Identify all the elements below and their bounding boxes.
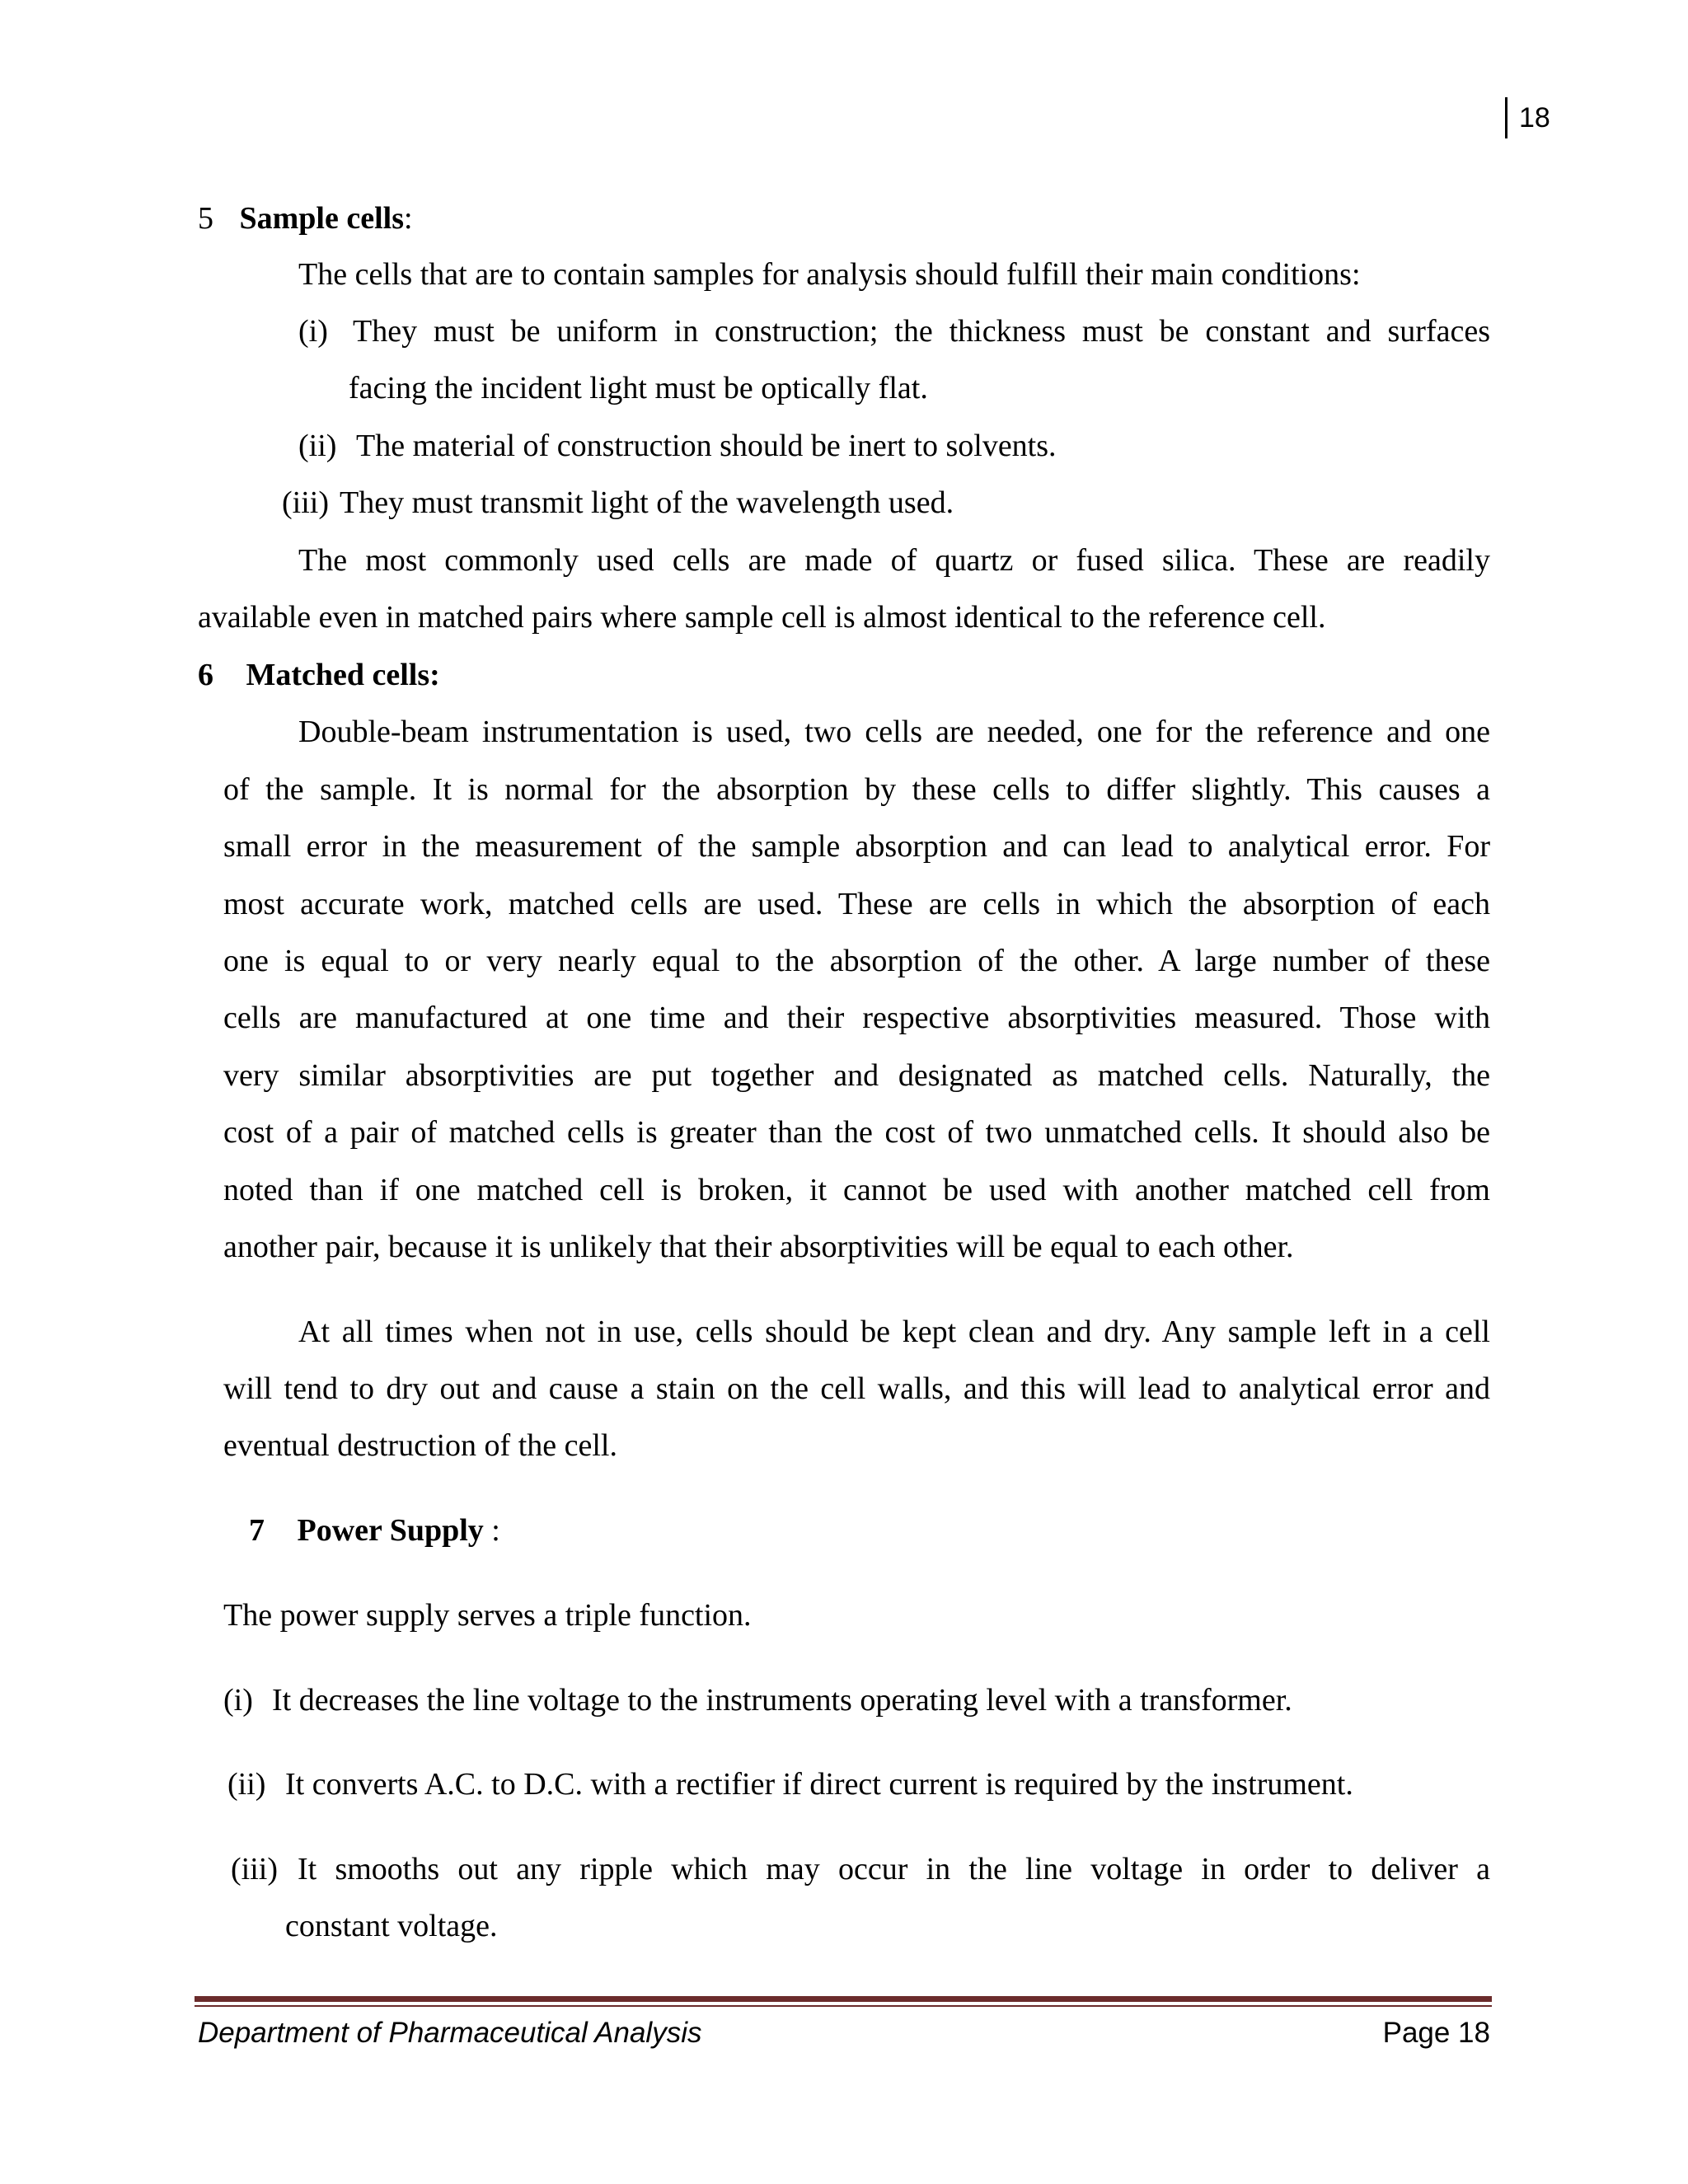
paragraph-line: available even in matched pairs where sample cell is almost identical to the reference cell. xyxy=(198,600,1326,635)
list-marker: (iii) xyxy=(282,485,329,520)
list-item-text: It converts A.C. to D.C. with a rectifier if direct current is required by the instrument. xyxy=(285,1767,1353,1802)
section-title-suffix: : xyxy=(483,1513,500,1548)
paragraph-line: The power supply serves a triple function. xyxy=(223,1598,752,1633)
footer-department: Department of Pharmaceutical Analysis xyxy=(198,2017,702,2049)
paragraph-line: very similar absorptivities are put together and designated as matched cells. Naturally, the xyxy=(223,1058,1490,1093)
section-5-heading xyxy=(198,198,413,239)
list-marker: (i) xyxy=(298,314,328,349)
paragraph-line: one is equal to or very nearly equal to the absorption of the other. A large number of these xyxy=(223,944,1490,978)
paragraph-line: noted than if one matched cell is broken, it cannot be used with another matched cell from xyxy=(223,1173,1490,1207)
paragraph-line: cells are manufactured at one time and their respective absorptivities measured. Those with xyxy=(223,1001,1490,1035)
paragraph-line: will tend to dry out and cause a stain on the cell walls, and this will lead to analytical error and xyxy=(223,1371,1490,1406)
paragraph-line: cost of a pair of matched cells is greater than the cost of two unmatched cells. It should also be xyxy=(223,1115,1490,1150)
list-item-text: constant voltage. xyxy=(285,1909,498,1943)
section-title: Power Supply xyxy=(297,1513,484,1548)
list-marker: (i) xyxy=(223,1683,253,1718)
paragraph-line: At all times when not in use, cells should be kept clean and dry. Any sample left in a cell xyxy=(298,1315,1490,1349)
paragraph-line: small error in the measurement of the sample absorption and can lead to analytical error. For xyxy=(223,829,1490,864)
section-title: Sample cells xyxy=(239,201,404,236)
paragraph-line: Double-beam instrumentation is used, two cells are needed, one for the reference and one xyxy=(298,715,1490,749)
paragraph-line: most accurate work, matched cells are used. These are cells in which the absorption of each xyxy=(223,887,1490,921)
list-item-text: It decreases the line voltage to the instruments operating level with a transformer. xyxy=(272,1683,1292,1718)
section-number: 6 xyxy=(198,658,213,692)
section-6-heading xyxy=(198,654,440,696)
paragraph-line: of the sample. It is normal for the absorption by these cells to differ slightly. This causes a xyxy=(223,772,1490,807)
section-number: 5 xyxy=(198,201,213,236)
list-marker: (ii) xyxy=(298,429,337,463)
section-7-heading xyxy=(249,1510,500,1551)
header-page-number: 18 xyxy=(1505,97,1550,138)
footer-page-label: Page 18 xyxy=(1382,2017,1490,2049)
paragraph-line: eventual destruction of the cell. xyxy=(223,1428,617,1463)
paragraph-line: The most commonly used cells are made of quartz or fused silica. These are readily xyxy=(298,543,1490,578)
paragraph-line: The cells that are to contain samples for analysis should fulfill their main conditions: xyxy=(298,257,1361,292)
list-item-text: The material of construction should be inert to solvents. xyxy=(356,429,1057,463)
section-title-suffix: : xyxy=(403,201,413,236)
list-item-text: They must be uniform in construction; the thickness must be constant and surfaces xyxy=(353,314,1490,349)
list-marker: (iii) xyxy=(231,1852,278,1886)
paragraph-line: another pair, because it is unlikely that their absorptivities will be equal to each other. xyxy=(223,1230,1294,1264)
section-title: Matched cells: xyxy=(246,658,440,692)
list-item-text: They must transmit light of the wavelength used. xyxy=(340,485,954,520)
section-number: 7 xyxy=(249,1513,265,1548)
list-item-text: It smooths out any ripple which may occur in the line voltage in order to deliver a xyxy=(298,1852,1490,1886)
list-item-text: facing the incident light must be optically flat. xyxy=(349,371,928,405)
list-marker: (ii) xyxy=(227,1767,266,1802)
footer-rule-thick xyxy=(195,1996,1492,2002)
footer-rule-thin xyxy=(195,2005,1492,2007)
